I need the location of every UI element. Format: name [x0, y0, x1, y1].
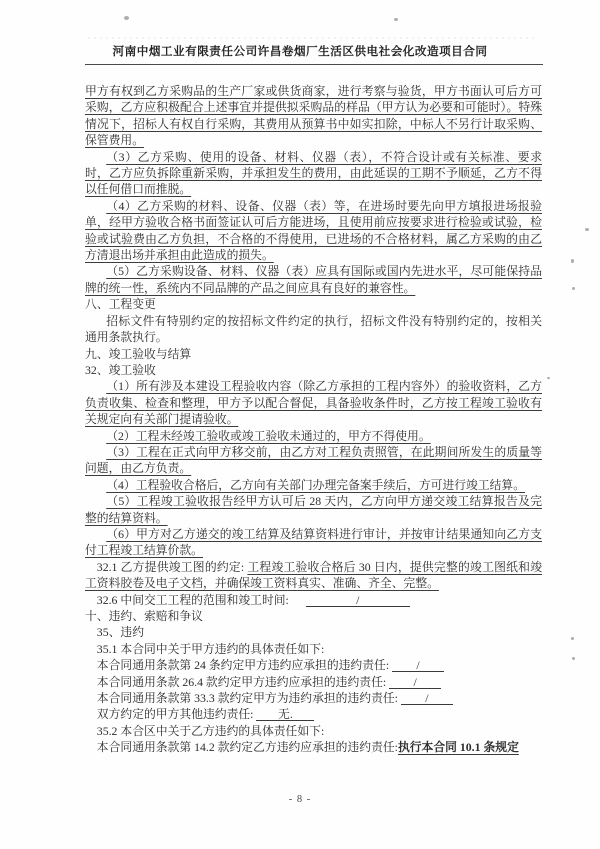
clause-item-4: （4）乙方采购的材料、设备、仪器（表）等，在进场时要先向甲方填报进场报验单，经甲方验收合格书面签证认可后方能进场，且使用前应按要求进行检验或试验，检验或试验费由乙方负担，不合格的不得使用，已进场的不合格材料，属乙方采购的由乙方清退出场并承担由此造成的损失。 [85, 198, 542, 263]
section-9-heading: 九、竣工验收与结算 [85, 346, 192, 361]
contract-body [85, 83, 542, 756]
scan-speck [571, 637, 574, 640]
clause-32-item-4: （4）工程验收合格后，乙方向有关部门办理完备案手续后，方可进行竣工结算。 [106, 477, 526, 492]
header-divider [85, 64, 543, 65]
clause-35-heading: 35、违约 [96, 625, 144, 640]
clause-32-item-3: （3）工程在正式向甲方移交前，由乙方对工程负责照管，在此期间所发生的质量等问题，由乙方负责。 [85, 444, 542, 476]
other-liability [85, 706, 542, 722]
scan-speck [572, 287, 575, 290]
document-title: 河南中烟工业有限责任公司许昌卷烟厂生活区供电社会化改造项目合同 [112, 45, 488, 58]
scan-speck [572, 657, 575, 660]
scan-speck [124, 16, 129, 20]
scan-noise-band [88, 37, 538, 39]
clause-32-item-5: （5）工程竣工验收报告经甲方认可后 28 天内，乙方向甲方递交竣工结算报告及完整的结算资料。 [85, 494, 542, 525]
clause-32-item-2: （2）工程未经竣工验收或竣工验收未通过的，甲方不得使用。 [106, 428, 431, 443]
section-8-text: 招标文件有特别约定的按招标文件约定的执行，招标文件没有特别约定的，按相关通用条款执行。 [85, 313, 542, 345]
page-number: - 8 - [288, 794, 312, 805]
clause-32-6 [85, 592, 542, 608]
clause-26-4-liability [85, 674, 542, 690]
clause-item-5: （5）乙方采购设备、材料、仪器（表）应具有国际或国内先进水平，尽可能保持品牌的统一性，系统内不同品牌的产品之间应具有良好的兼容性。 [85, 264, 542, 295]
clause-32-6-label: 32.6 中间交工工程的范围和竣工时间: [96, 592, 292, 607]
section-8-heading: 八、工程变更 [85, 297, 156, 312]
clause-24-blank-field: / [392, 659, 444, 672]
clause-32-item-1: （1）所有涉及本建设工程验收内容（除乙方承担的工程内容外）的验收资料，乙方负责收集、检查和整理，甲方予以配合督促，具备验收条件时，乙方按工程竣工验收有关规定向有关部门提请验收。 [85, 379, 542, 427]
clause-32-1-value: 工程竣工验收合格后 30 日内，提供完整的竣工图纸和竣工资料胶卷及电子文档，并确保竣工资料真实、准确、齐全、完整。 [85, 559, 542, 591]
clause-24-liability [85, 657, 542, 673]
scan-speck [394, 18, 398, 21]
clause-35-1-intro: 35.1 本合同中关于甲方违约的具体责任如下: [96, 641, 325, 656]
clause-26-4-blank-field: / [389, 676, 441, 689]
clause-32-heading: 32、竣工验收 [85, 362, 156, 377]
clause-14-2-value: 执行本合同 10.1 条规定 [397, 740, 519, 755]
other-liability-blank-field: 无. [256, 708, 314, 721]
other-liability-label: 双方约定的甲方其他违约责任: [96, 707, 257, 722]
clause-14-2-label: 本合同通用条款第 14.2 款约定乙方违约应承担的违约责任: [96, 740, 398, 755]
clause-32-item-6: （6）甲方对乙方递交的竣工结算及结算资料进行审计，并按审计结果通知向乙方支付工程竣工结算价款。 [85, 526, 542, 558]
scan-speck [585, 228, 589, 231]
clause-14-2-liability [85, 739, 542, 755]
clause-32-1 [85, 559, 542, 592]
clause-35-2-intro: 35.2 本合区中关于乙方违约的具体责任如下: [96, 723, 325, 738]
procurement-clause-continuation: 甲方有权到乙方采购品的生产厂家或供货商家，进行考察与验货，甲方书面认可后方可采购，乙方应积极配合上述事宜并提供拟采购品的样品（甲方认为必要和可能时）。特殊情况下，招标人有权自行采购，其费用从预算书中如实扣除，中标人不另行计取采购、保管费用。 [85, 84, 542, 148]
section-10-heading: 十、违约、索赔和争议 [85, 609, 203, 623]
clause-32-1-label: 32.1 乙方提供竣工图的约定: [96, 559, 248, 574]
clause-33-3-blank-field: / [401, 692, 453, 705]
clause-26-4-label: 本合同通用条款 26.4 款约定甲方违约应承担的违约责任: [96, 674, 390, 689]
scan-speck [571, 259, 574, 263]
clause-32-6-blank-field: / [306, 594, 410, 607]
clause-33-3-label: 本合同通用条款第 33.3 款约定甲方为违约承担的违约责任: [96, 691, 401, 706]
scan-speck [547, 377, 550, 379]
clause-24-label: 本合同通用条款第 24 条约定甲方违约应承担的违约责任: [96, 658, 393, 673]
clause-item-3: （3）乙方采购、使用的设备、材料、仪器（表），不符合设计或有关标准、要求时，乙方应负拆除重新采购，并承担发生的费用，由此延误的工期不予顺延，乙方不得以任何借口而推脱。 [85, 149, 542, 197]
clause-33-3-liability [85, 690, 542, 706]
